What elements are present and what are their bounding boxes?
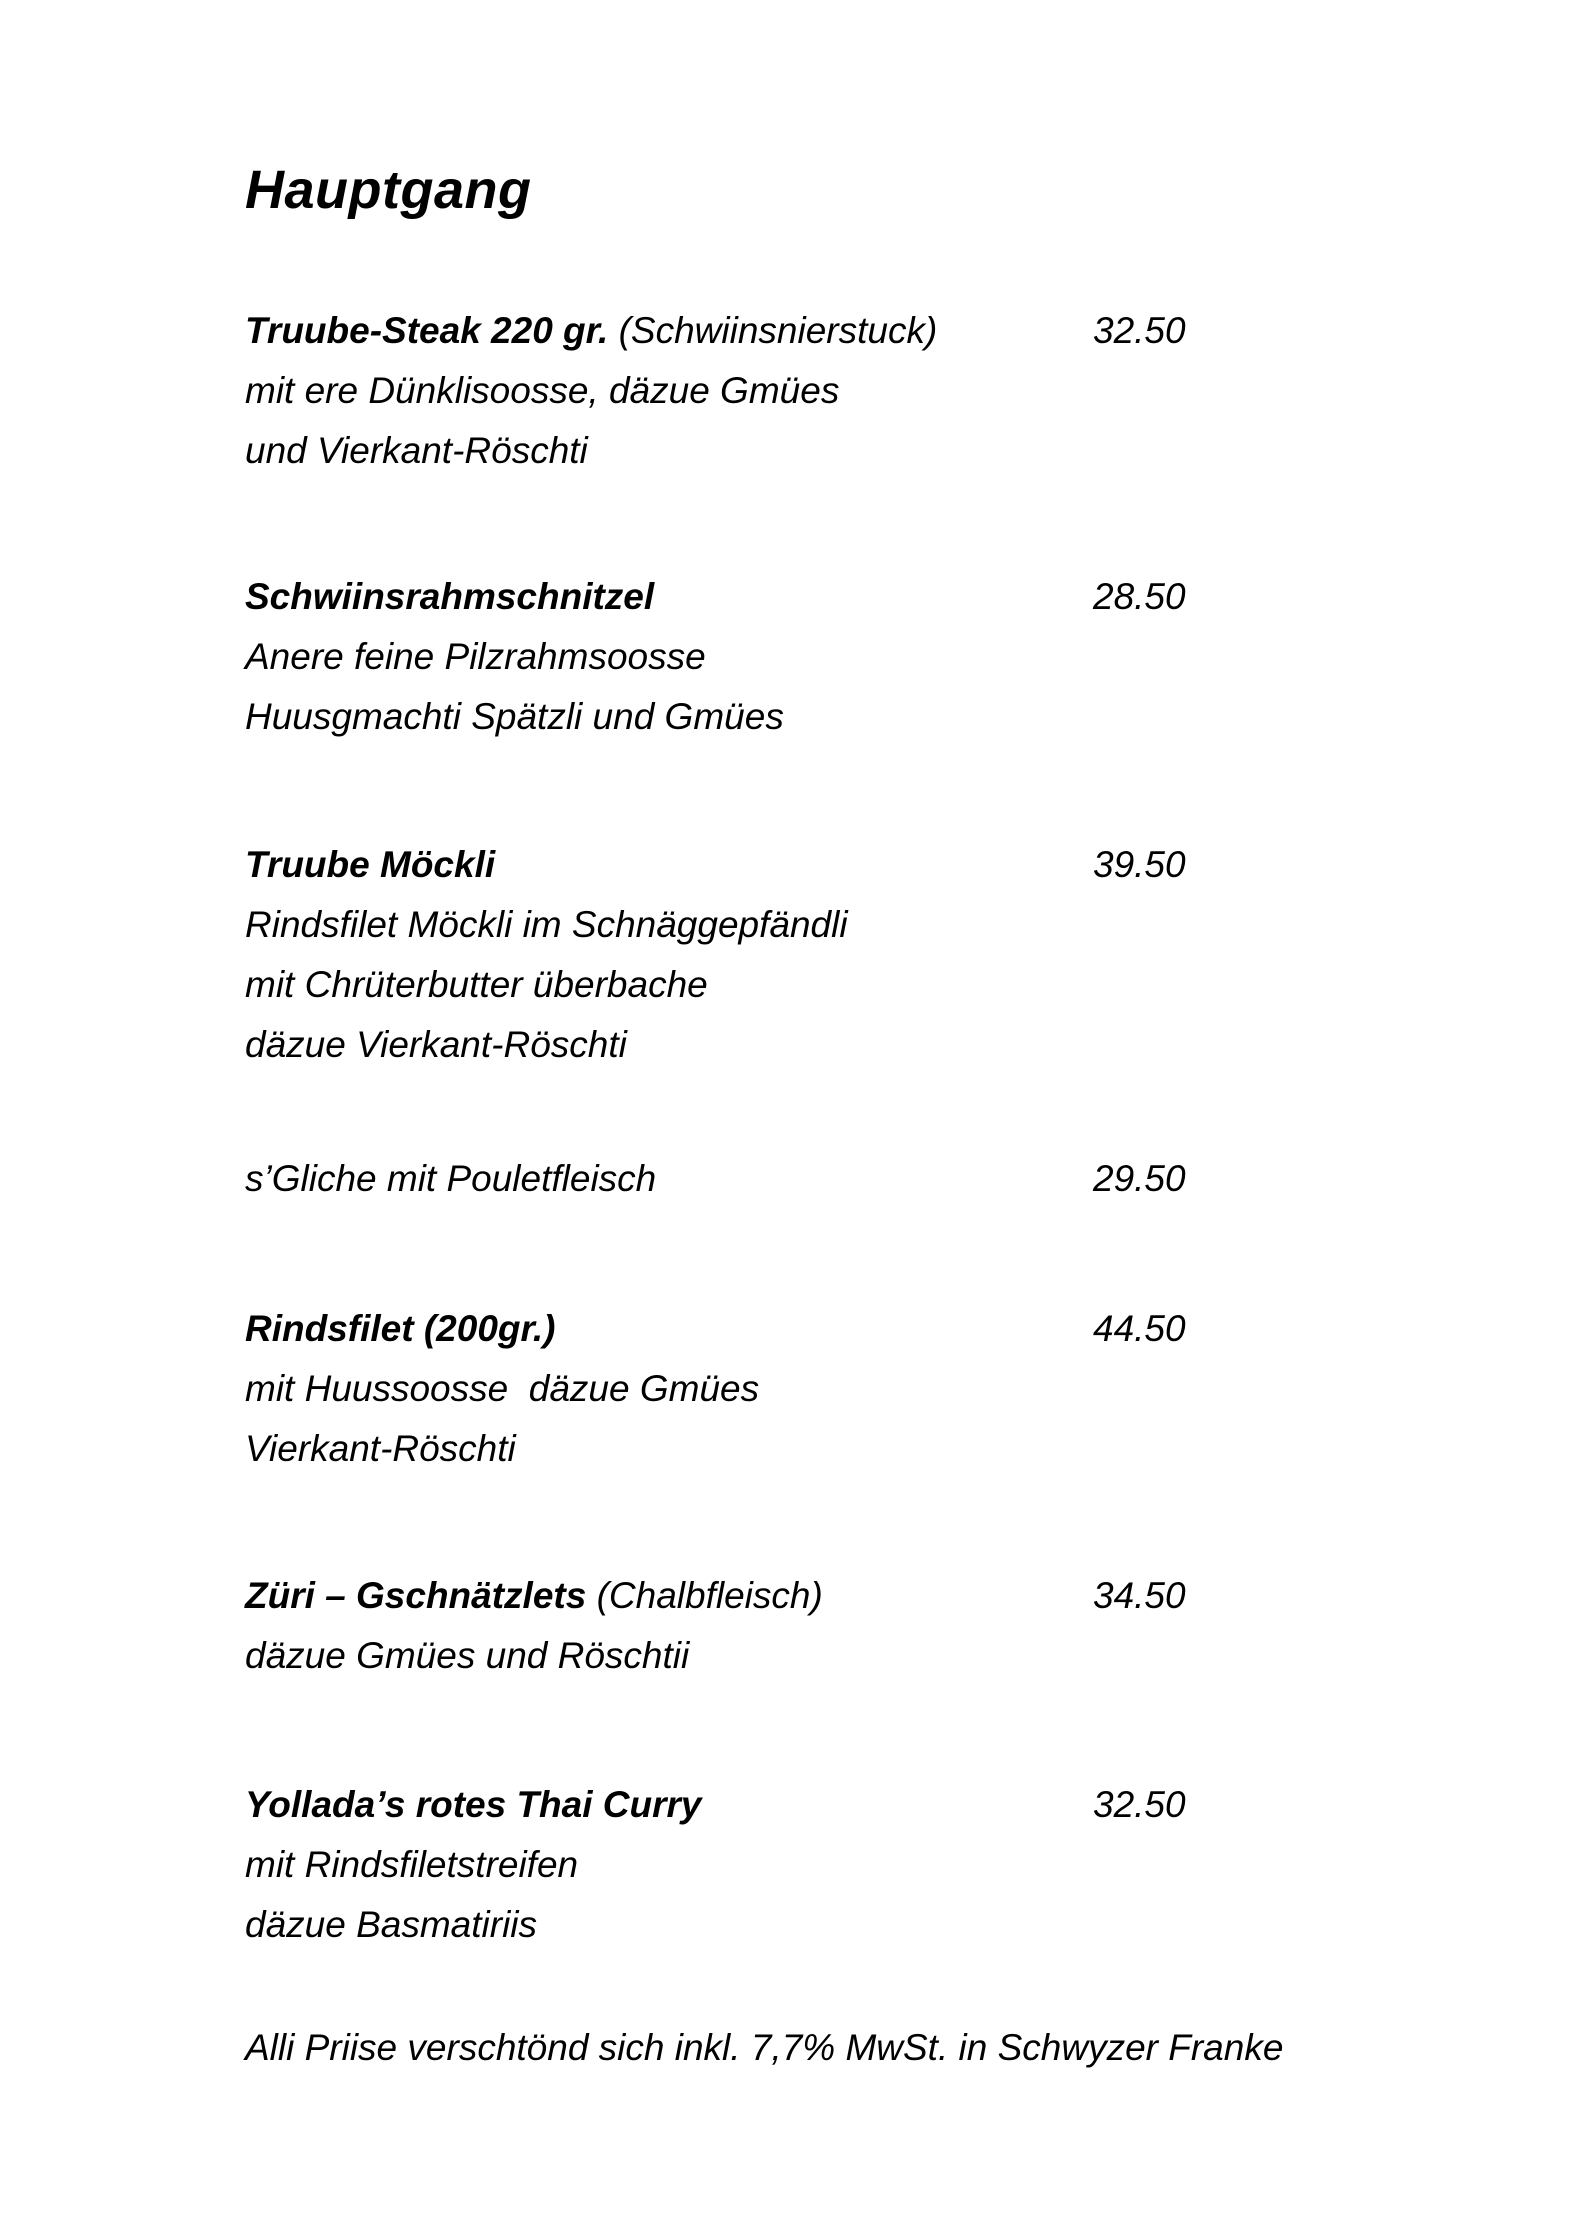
menu-item-name: Schwiinsrahmschnitzel (245, 576, 655, 617)
menu-item-description: däzue Vierkant-Röschti (245, 1024, 627, 1065)
menu-item-description: Rindsfilet Möckli im Schnäggepfändli (245, 904, 848, 945)
menu-item-price: 28.50 (1093, 576, 1186, 617)
menu-item (245, 567, 1245, 747)
menu-item-price: 34.50 (1093, 1575, 1186, 1616)
page-title: Hauptgang (245, 160, 532, 220)
menu-item-name: Truube-Steak 220 gr. (245, 310, 609, 351)
menu-item-name: Yollada’s rotes Thai Curry (245, 1784, 702, 1825)
menu-item-description: Huusgmachti Spätzli und Gmües (245, 696, 784, 737)
menu-item (245, 1149, 1245, 1209)
menu-item-name: Truube Möckli (245, 844, 496, 885)
menu-item-description: mit Rindsfiletstreifen (245, 1844, 579, 1885)
menu-item (245, 1299, 1245, 1479)
menu-item-price: 29.50 (1093, 1158, 1186, 1199)
menu-item-description: mit Huussoosse däzue Gmües (245, 1368, 760, 1409)
menu-item-price: 44.50 (1093, 1308, 1186, 1349)
menu-item-note: (Schwiinsnierstuck) (618, 310, 938, 351)
menu-item-name: s’Gliche mit Pouletfleisch (245, 1158, 657, 1199)
menu-item (245, 301, 1245, 481)
menu-item-name: Züri – Gschnätzlets (245, 1575, 587, 1616)
menu-item-description: und Vierkant-Röschti (245, 430, 588, 471)
menu-item-description: mit Chrüterbutter überbache (245, 964, 708, 1005)
menu-item-price: 32.50 (1093, 310, 1186, 351)
menu-item (245, 1775, 1245, 1955)
menu-item-description: däzue Basmatiriis (245, 1904, 538, 1945)
menu-item-description: Vierkant-Röschti (245, 1428, 516, 1469)
menu-item-price: 39.50 (1093, 844, 1186, 885)
menu-item-description: Anere feine Pilzrahmsoosse (245, 636, 706, 677)
menu-item-description: däzue Gmües und Röschtii (245, 1635, 690, 1676)
menu-item-name: Rindsfilet (200gr.) (245, 1308, 556, 1349)
menu-item-description: mit ere Dünklisoosse, däzue Gmües (245, 370, 840, 411)
menu-item (245, 1566, 1245, 1686)
menu-item-note: (Chalbfleisch) (596, 1575, 823, 1616)
menu-item (245, 835, 1245, 1075)
menu-item-price: 32.50 (1093, 1784, 1186, 1825)
price-footnote: Alli Priise verschtönd sich inkl. 7,7% MwSt. in Schwyzer Franke (245, 2027, 1284, 2068)
